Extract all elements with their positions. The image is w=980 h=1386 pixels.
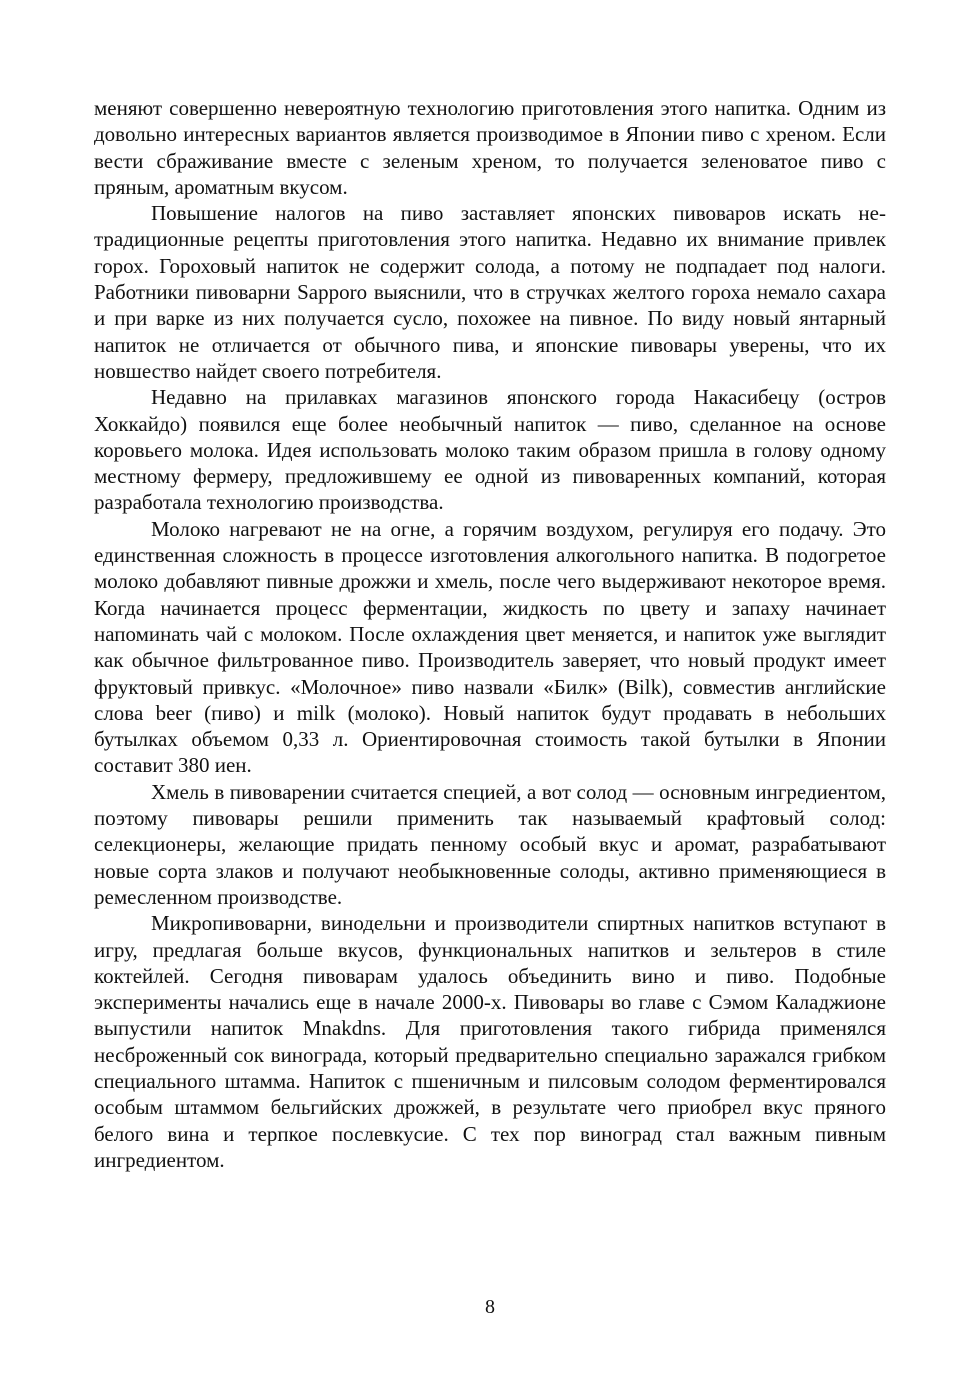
- paragraph-4: Молоко нагревают не на огне, а горячим воздухом, регулируя его подачу. Это единственная сложность в процессе изготовления алкогольного напитка. В подогретое молоко добавляют пивные дрожжи и хмель, после чего выдерживают некоторое время. Когда начинается процесс ферментации, жидкость по цвету и запаху начинает напоминать чай с молоком. После охлаждения цвет меняется, и напиток уже выглядит как обычное фильтрованное пиво. Производитель заверяет, что новый продукт имеет фруктовый привкус. «Молочное» пиво назвали «Билк» (Bilk), совместив английские слова beer (пиво) и milk (молоко). Новый напиток будут продавать в небольших бутылках объемом 0,33 л. Ориентировочная стоимость такой бутылки в Японии составит 380 иен.: [94, 516, 886, 778]
- paragraph-2: Повышение налогов на пиво заставляет японских пивоваров искать нетрадиционные рецепты приготовления этого напитка. Недавно их внимание привлек горох. Гороховый напиток не содержит солода, а потому не подпадает под налоги. Работники пивоварни Sapporo выяснили, что в стручках желтого гороха немало сахара и при варке из них получается сусло, похожее на пивное. По виду новый янтарный напиток не отличается от обычного пива, и японские пивовары уверены, что их новшество найдет своего потребителя.: [94, 201, 886, 383]
- body-text: [94, 95, 886, 1173]
- paragraph-3: Недавно на прилавках магазинов японского города Накасибецу (остров Хоккайдо) появился еще более необычный напиток — пиво, сделанное на основе коровьего молока. Идея использовать молоко таким образом пришла в голову одному местному фермеру, предложившему ее одной из пивоваренных компаний, которая разработала технологию производства.: [94, 385, 886, 515]
- paragraph-6: Микропивоварни, винодельни и производители спиртных напитков вступают в игру, предлагая больше вкусов, функциональных напитков и зельтеров в стиле коктейлей. Сегодня пивоварам удалось объединить вино и пиво. Подобные эксперименты начались еще в начале 2000-х. Пивовары во главе с Сэмом Каладжионе выпустили напиток Mnakdns. Для приготовления такого гибрида применялся несброженный сок винограда, который предварительно специально заражался грибком специального штамма. Напиток с пшеничным и пилсовым солодом ферментировался особым штаммом бельгийских дрожжей, в результате чего приобрел вкус пряного белого вина и терпкое послевкусие. С тех пор виноград стал важным пивным ингредиентом.: [94, 911, 886, 1172]
- page-number: 8: [485, 1296, 495, 1318]
- paragraph-5: Хмель в пивоварении считается специей, а вот солод — основным ингредиентом, поэтому пивовары решили применить так называемый крафтовый солод: селекционеры, желающие придать пенному особый вкус и аромат, разрабатывают новые сорта злаков и получают необыкновенные солоды, активно применяющиеся в ремесленном производстве.: [94, 779, 886, 909]
- paragraph-1: меняют совершенно невероятную технологию приготовления этого напитка. Одним из довольно интересных вариантов является производимое в Японии пиво с хреном. Если вести сбраживание вместе с зеленым хреном, то получается зеленоватое пиво с пряным, ароматным вкусом.: [94, 96, 886, 199]
